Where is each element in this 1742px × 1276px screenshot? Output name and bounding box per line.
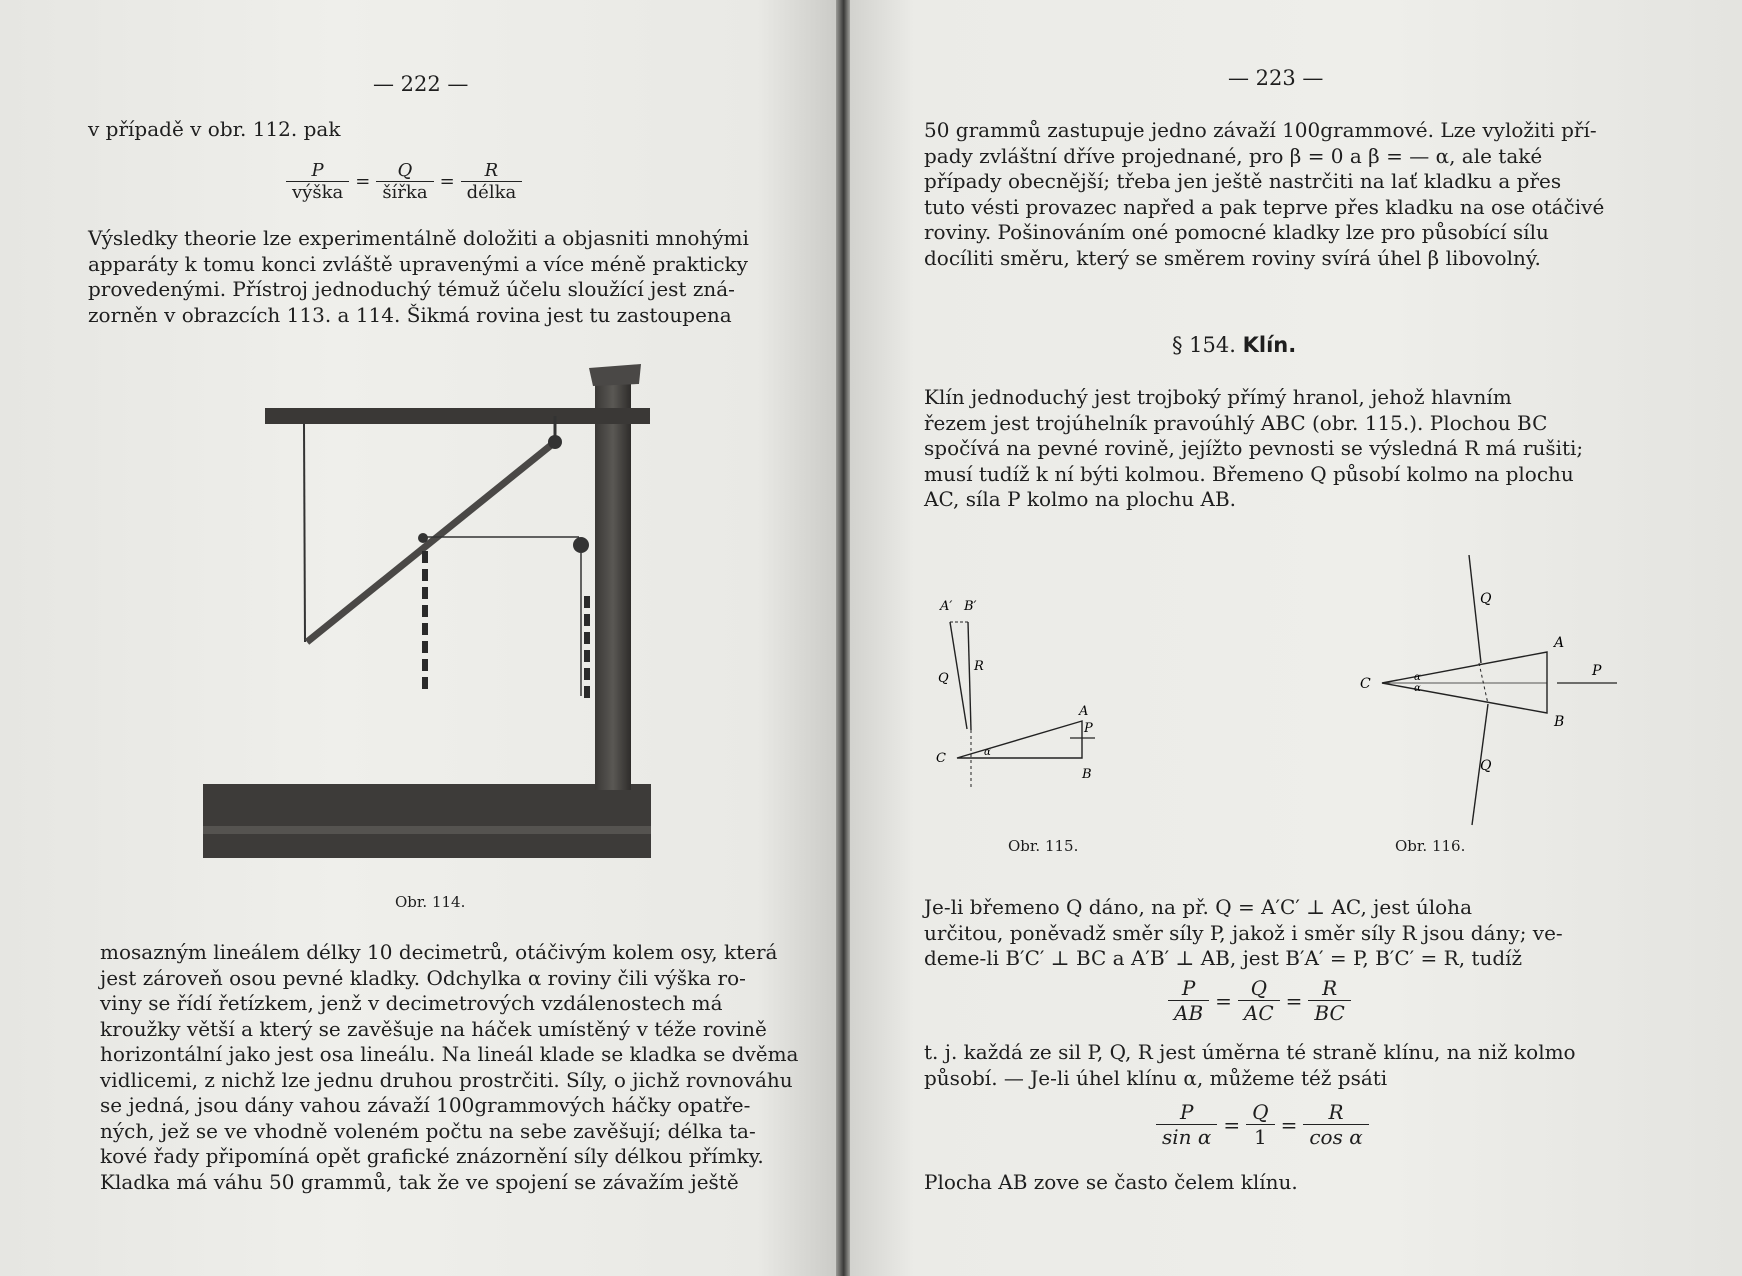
page-number: — 222 — [373,72,469,96]
figure-114-apparatus [195,356,665,861]
svg-text:α: α [984,747,991,758]
paragraph-4: t. j. každá ze sil P, Q, R jest úměrna té straně klínu, na niž kolmo působí. — Je-li úhel klínu α, můžeme též psáti [924,1040,1576,1090]
paragraph-3: Je-li břemeno Q dáno, na př. Q = A′C′ ⊥ AC, jest úloha určitou, poněvadž směr síly P, jakož i směr síly R jsou dány; ve- deme-li B′C′ ⊥ BC a A′B′ ⊥ AB, jest B′A′ = P, B′C′ = R, tudíž [924,895,1563,970]
figure-116-wedge [1312,555,1642,830]
left-page [0,0,842,1276]
svg-text:B: B [1554,714,1565,730]
equation-proportion: $\frac{P}{\text{výška}}$ = $\frac{Q}{\text{šířka}}$ = $\frac{R}{\text{délka}}$ [282,160,526,203]
book-gutter [836,0,850,1276]
figure-115-diagram [932,580,1102,810]
figure-115-caption: Obr. 115. [1008,837,1079,855]
svg-text:A: A [1079,704,1089,719]
svg-text:P: P [1084,721,1093,736]
section-heading: § 154. Klín. [1172,333,1297,357]
svg-text:A′: A′ [940,599,953,614]
svg-text:Q: Q [938,671,949,686]
right-page [842,0,1742,1276]
paragraph-1: Výsledky theorie lze experimentálně doložiti a objasniti mnohými apparáty k tomu konci zvláště upravenými a více méně prakticky provedenými. Přístroj jednoduchý témuž účelu sloužící jest zná- zorněn v obrazcích 113. a 114. Šikmá rovina jest tu zastoupena [88,226,749,327]
vertical-post [595,378,631,790]
intro-line: v případě v obr. 112. pak [88,117,341,141]
paragraph-2: mosazným lineálem délky 10 decimetrů, otáčivým kolem osy, která jest zároveň osou pevné kladky. Odchylka α roviny čili výška ro- viny se řídí řetízkem, jenž v decimetrových vzdálenostech má kroužky větší a který se zavěšuje na háček umístěný v téže rovině horizontální jako jest osa lineálu. Na lineál klade se kladka se dvěma vidlicemi, z nichž lze jednu druhou prostrčiti. Síly, o jichž rovnováhu se jedná, jsou dány vahou závaží 100grammových háčky opatře- ných, jež se ve vhodně voleném počtu na sebe zavěšují; délka ta- kové řady připomíná opět grafické znázornění síly délkou přímky. Kladka má váhu 50 grammů, tak že ve spojení se závažím ještě [100,940,799,1194]
svg-text:Q: Q [1480,758,1492,774]
svg-text:P: P [1592,663,1602,679]
svg-text:A: A [1554,635,1565,651]
inclined-rod [307,442,555,642]
figure-114-caption: Obr. 114. [395,893,466,911]
pulley [573,537,589,553]
svg-text:R: R [974,659,984,674]
page-number: — 223 — [1228,66,1324,90]
svg-text:α: α [1414,672,1421,683]
figure-116-caption: Obr. 116. [1395,837,1466,855]
base-board [203,784,651,858]
svg-text:Q: Q [1480,591,1492,607]
paragraph-2: Klín jednoduchý jest trojboký přímý hranol, jehož hlavním řezem jest trojúhelník pravoúhlý ABC (obr. 115.). Plochou BC spočívá na pevné rovině, jejížto pevnosti se výsledná R má rušiti; musí tudíž k ní býti kolmou. Břemeno Q působí kolmo na plochu AC, síla P kolmo na plochu AB. [924,385,1584,511]
svg-text:B: B [1082,767,1092,782]
top-beam [265,408,650,424]
svg-text:C: C [936,751,946,766]
weights-right [584,596,590,698]
svg-text:C: C [1360,676,1371,692]
equation-wedge-ratio: $\frac{P}{AB}$ = $\frac{Q}{AC}$ = $\frac{R}{BC}$ [1164,976,1355,1025]
equation-trig: $\frac{P}{\text{sin α}}$ = $\frac{Q}{1}$ = $\frac{R}{\text{cos α}}$ [1152,1100,1373,1149]
weights-left [422,551,428,689]
svg-text:B′: B′ [964,599,977,614]
svg-text:α: α [1414,683,1421,694]
paragraph-1: 50 grammů zastupuje jedno závaží 100grammové. Lze vyložiti pří- pady zvláštní dříve projednané, pro β = 0 a β = — α, ale také případy obecnější; třeba jen ještě nastrčiti na lať kladku a přes tuto vésti provazec napřed a pak teprve přes kladku na ose otáčivé roviny. Pošinováním oné pomocné kladky lze pro působící sílu docíliti směru, který se směrem roviny svírá úhel β libovolný. [924,118,1605,270]
last-line: Plocha AB zove se často čelem klínu. [924,1170,1298,1194]
